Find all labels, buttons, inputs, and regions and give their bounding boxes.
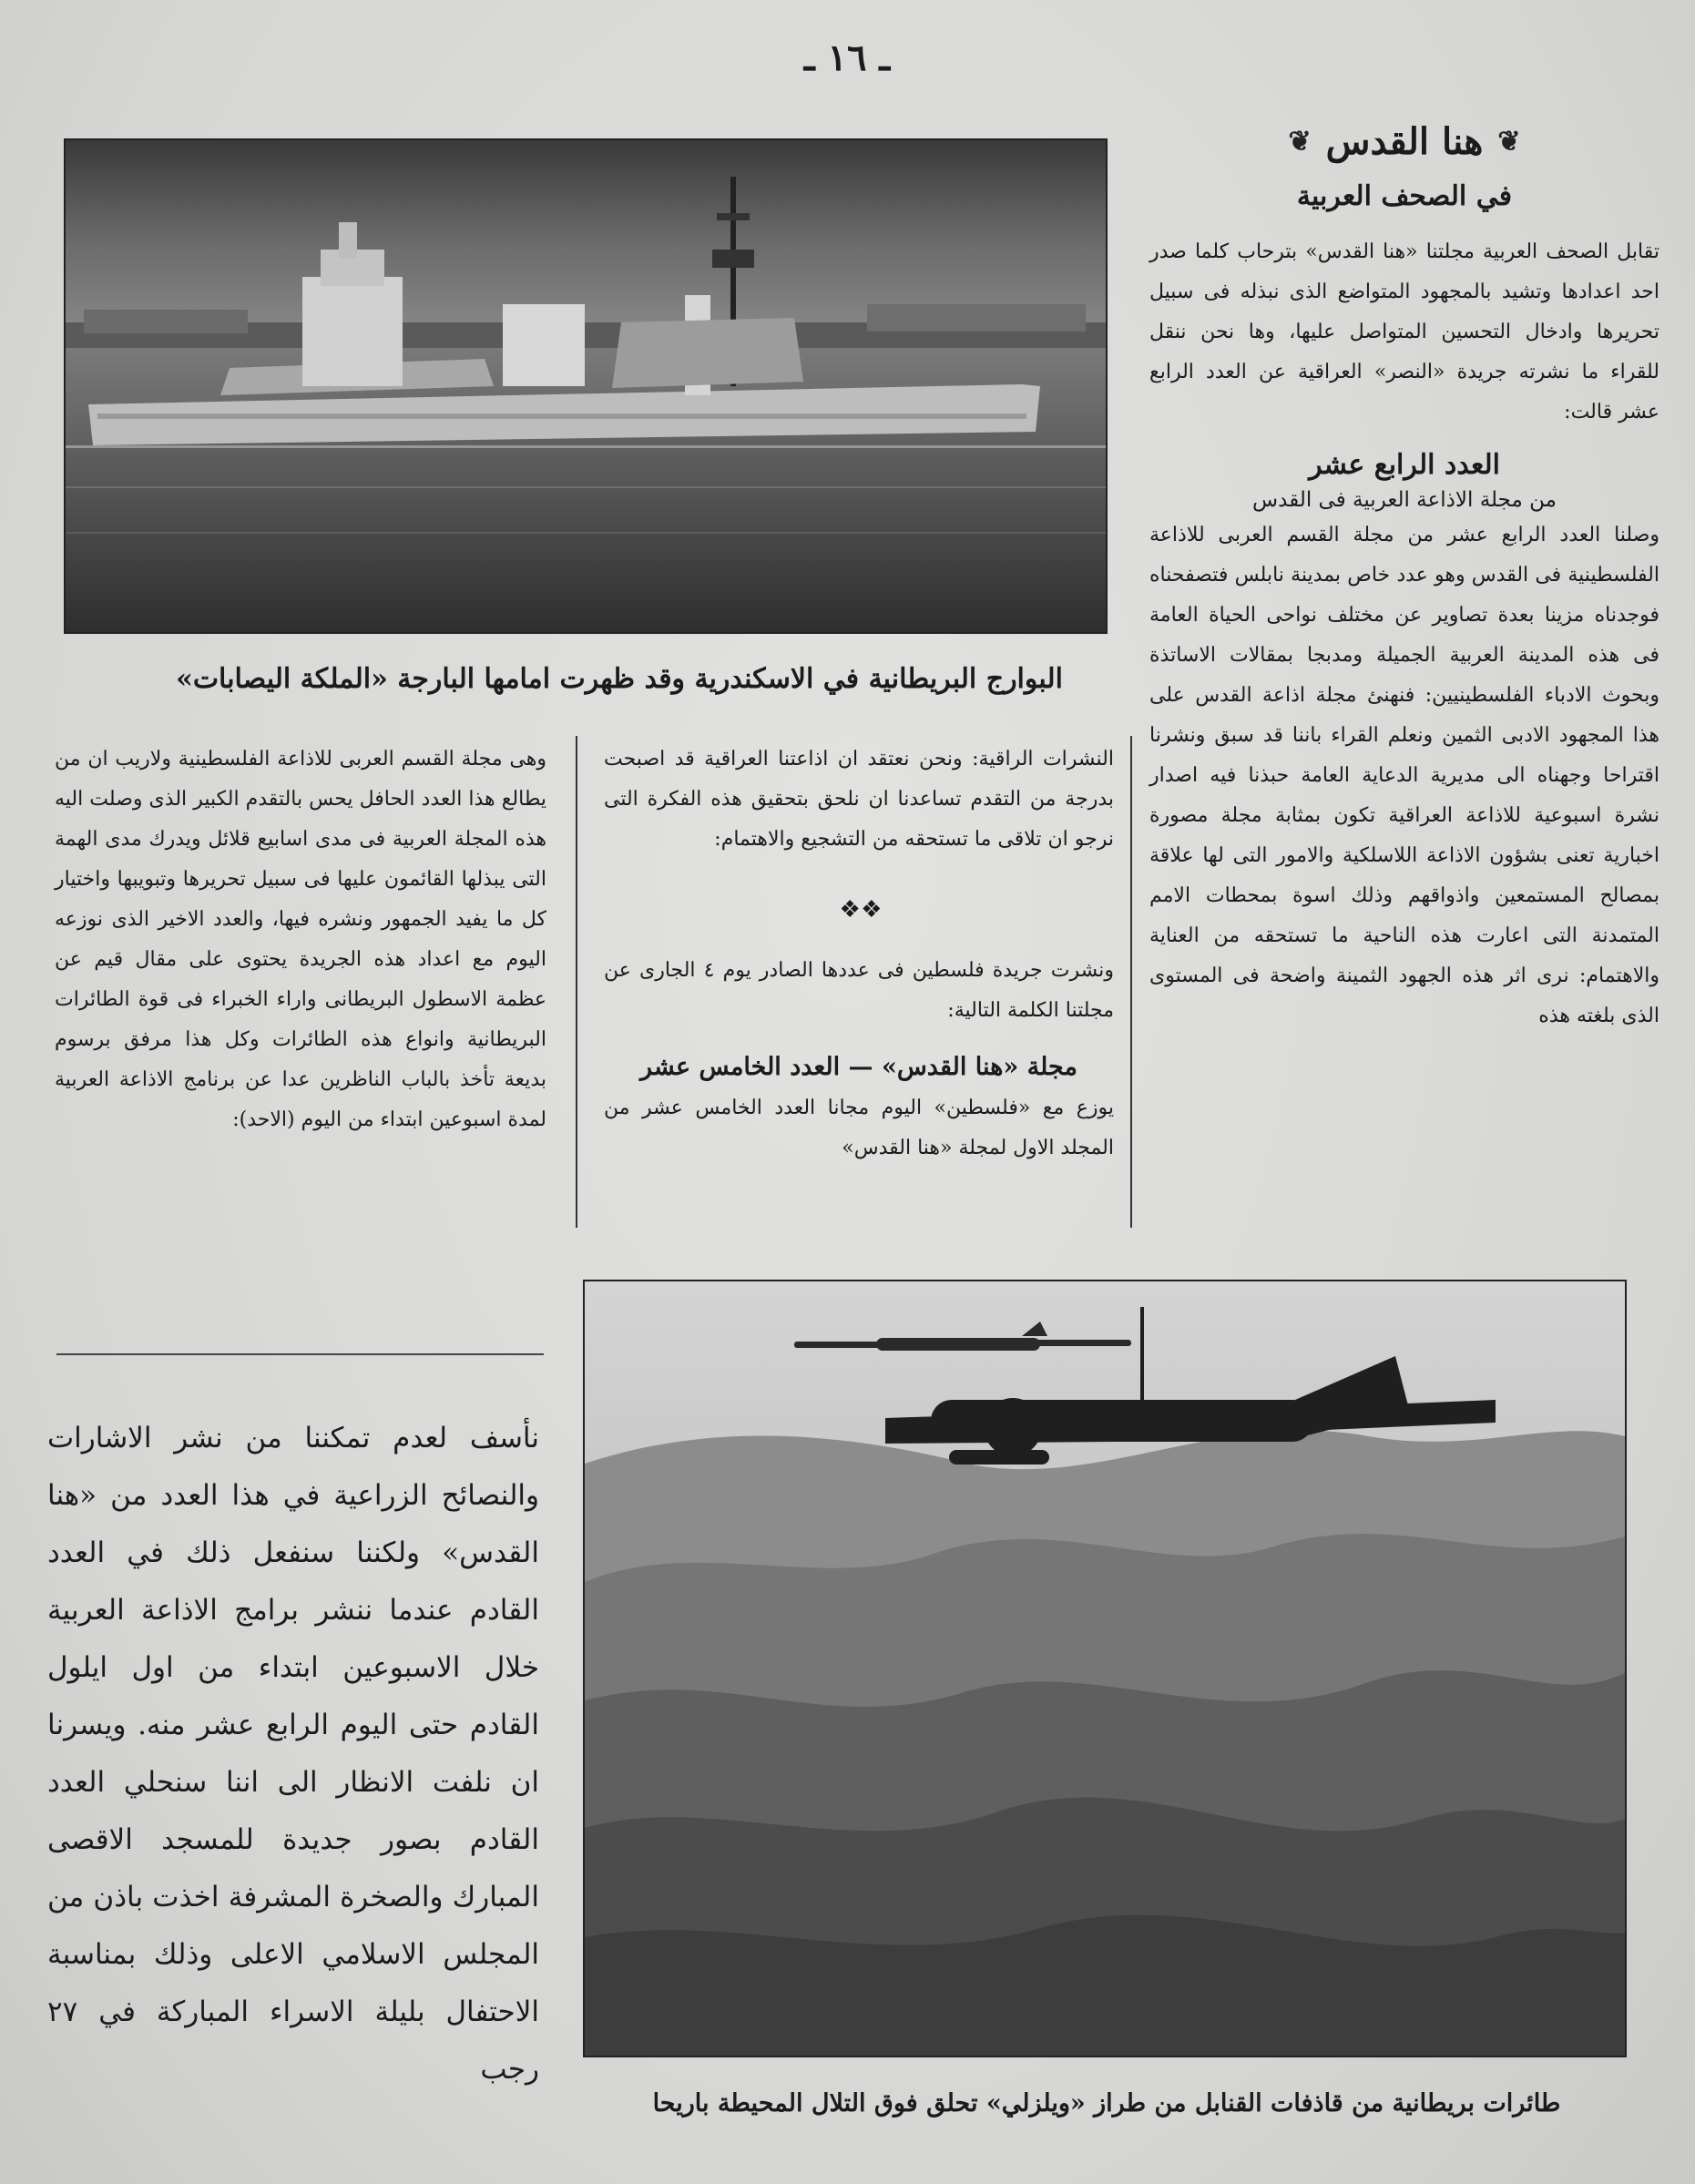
divider-line <box>56 1353 544 1355</box>
ornament-icon: ❦ <box>1288 125 1312 158</box>
body-paragraph: وصلنا العدد الرابع عشر من مجلة القسم العربى للاذاعة الفلسطينية فى القدس وهو عدد خاص بمدينة نابلس فتصفحناه فوجدناه مزينا بعدة تصاوير عن مختلف نواحى الحياة العامة فى هذه المدينة العربية الجميلة ومدبجا بمقالات الاساتذة وبحوث الادباء الفلسطينيين: فنهنئ مجلة اذاعة القدس على هذا المجهود الادبى الثمين ونعلم القراء باننا قد سبق ونشرنا اقتراحا وجهناه الى مديرية الدعاية العامة حبذنا فيه اصدار نشرة اسبوعية للاذاعة العراقية تكون بمثابة مجلة مصورة اخبارية تعنى بشؤون الاذاعة اللاسلكية والامور التى لها علاقة بمصالح المستمعين واذواقهم وذلك اسوة بمحطات الامم المتمدنة التى اعارت هذه الناحية ما تستحقه من العناية والاهتمام: نرى اثر هذه الجهود الثمينة واضحة فى المستوى الذى بلغته هذه <box>1149 524 1659 1027</box>
middle-heading: مجلة «هنا القدس» — العدد الخامس عشر <box>640 1053 1077 1081</box>
left-paragraph: وهى مجلة القسم العربى للاذاعة الفلسطينية ولاريب ان من يطالع هذا العدد الحافل يحس بالتقدم الكبير الذى وصلت اليه هذه المجلة العربية فى مدى اسابيع قلائل ويدرك مدى الهمة التى يبذلها القائمون عليها فى سبيل تحريرها وتبويبها واختيار كل ما يفيد الجمهور ونشره فيها، والعدد الاخير الذى نوزعه اليوم مع اعداد هذه الجريدة يحتوى على مقال قيم عن عظمة الاسطول البريطانى واراء الخبراء فى قوة الطائرات البريطانية وانواع هذه الطائرات وكل هذا مرفق برسوم بديعة تأخذ بالباب الناظرين عدا عن برنامج الاذاعة العربية لمدة اسبوعين ابتداء من اليوم (الاحد): <box>55 748 546 1131</box>
battleship-image <box>66 140 1106 632</box>
battleship-photo <box>64 138 1108 634</box>
left-column <box>55 740 546 1140</box>
notice-paragraph: نأسف لعدم تمكننا من نشر الاشارات والنصائح الزراعية في هذا العدد من «هنا القدس» ولكننا سنفعل ذلك في العدد القادم عندما ننشر برامج الاذاعة العربية خلال الاسبوعين ابتداء من اول ايلول القادم حتى اليوم الرابع عشر منه. ويسرنا ان نلفت الانظار الى اننا سنحلي العدد القادم بصور جديدة للمسجد الاقصى المبارك والصخرة المشرفة اخذت باذن من المجلس الاسلامي الاعلى وذلك بمناسبة الاحتفال بليلة الاسراء المباركة في ٢٧ رجب <box>47 1422 539 2086</box>
bombers-photo <box>583 1280 1627 2057</box>
editorial-notice <box>47 1410 539 2098</box>
column-rule <box>576 736 577 1228</box>
bombers-image <box>585 1281 1625 2056</box>
page-number: ـ ١٦ ـ <box>803 36 891 79</box>
bombers-caption: طائرات بريطانية من قاذفات القنابل من طراز «ويلزلي» تحلق فوق التلال المحيطة باريحا <box>652 2089 1561 2118</box>
battleship-caption: البوارج البريطانية في الاسكندرية وقد ظهرت امامها البارجة «الملكة اليصابات» <box>176 663 1063 695</box>
middle-paragraph-2: ونشرت جريدة فلسطين فى عددها الصادر يوم ٤ الجارى عن مجلتنا الكلمة التالية: <box>604 959 1114 1022</box>
right-column <box>1149 109 1659 1036</box>
masthead <box>1149 109 1659 173</box>
masthead-title: هنا القدس <box>1325 119 1484 163</box>
section-heading: العدد الرابع عشر <box>1309 449 1500 481</box>
section-subhead: في الصحف العربية <box>1296 180 1513 212</box>
middle-paragraph-3: يوزع مع «فلسطين» اليوم مجانا العدد الخامس عشر من المجلد الاول لمجلة «هنا القدس» <box>604 1097 1114 1159</box>
column-rule <box>1130 736 1132 1228</box>
source-line: من مجلة الاذاعة العربية فى القدس <box>1252 488 1557 512</box>
ornament-icon: ❦ <box>1497 125 1521 158</box>
middle-column <box>604 740 1114 1169</box>
intro-paragraph: تقابل الصحف العربية مجلتنا «هنا القدس» بترحاب كلما صدر احد اعدادها وتشيد بالمجهود المتواضع الذى نبذله فى سبيل تحريرها وادخال التحسين المتواصل عليها، وها نحن ننقل للقراء ما نشرته جريدة «النصر» العراقية عن العدد الرابع عشر قالت: <box>1149 240 1659 424</box>
diamond-ornament-icon: ❖ ❖ <box>839 896 879 924</box>
middle-paragraph-1: النشرات الراقية: ونحن نعتقد ان اذاعتنا العراقية قد اصبحت بدرجة من التقدم تساعدنا ان نلحق بتحقيق هذه الفكرة التى نرجو ان تلاقى ما تستحقه من التشجيع والاهتمام: <box>604 748 1114 851</box>
